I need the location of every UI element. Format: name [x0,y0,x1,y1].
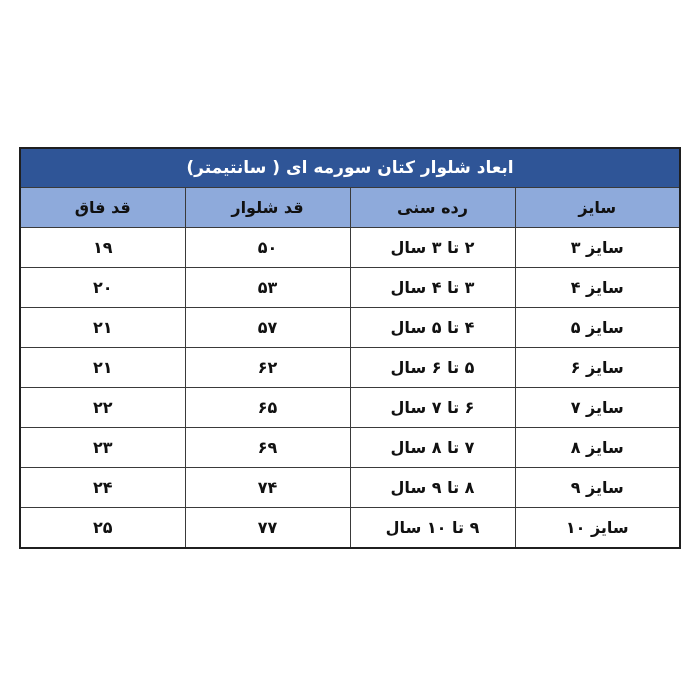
cell-rise-length: ۲۲ [20,388,185,428]
cell-rise-length: ۲۱ [20,348,185,388]
cell-pants-length: ۶۲ [185,348,350,388]
table-row [20,308,680,348]
cell-size: سایز ۶ [515,348,680,388]
table-header-row [20,188,680,228]
header-age-range: رده سنی [350,188,515,228]
table-row [20,508,680,549]
cell-pants-length: ۶۹ [185,428,350,468]
table-title: ابعاد شلوار کتان سورمه ای ( سانتیمتر) [20,148,680,188]
cell-size: سایز ۴ [515,268,680,308]
table-row [20,228,680,268]
cell-pants-length: ۵۰ [185,228,350,268]
cell-pants-length: ۷۴ [185,468,350,508]
cell-age-range: ۸ تا ۹ سال [350,468,515,508]
table-row [20,348,680,388]
header-size: سایز [515,188,680,228]
cell-rise-length: ۲۵ [20,508,185,549]
table-row [20,428,680,468]
cell-age-range: ۷ تا ۸ سال [350,428,515,468]
cell-rise-length: ۲۱ [20,308,185,348]
table-row [20,388,680,428]
cell-rise-length: ۲۳ [20,428,185,468]
cell-age-range: ۳ تا ۴ سال [350,268,515,308]
header-pants-length: قد شلوار [185,188,350,228]
cell-age-range: ۲ تا ۳ سال [350,228,515,268]
cell-size: سایز ۱۰ [515,508,680,549]
cell-size: سایز ۳ [515,228,680,268]
cell-age-range: ۹ تا ۱۰ سال [350,508,515,549]
cell-rise-length: ۱۹ [20,228,185,268]
cell-pants-length: ۵۷ [185,308,350,348]
table-title-row [20,148,680,188]
cell-age-range: ۴ تا ۵ سال [350,308,515,348]
cell-size: سایز ۷ [515,388,680,428]
cell-pants-length: ۵۳ [185,268,350,308]
cell-age-range: ۵ تا ۶ سال [350,348,515,388]
cell-pants-length: ۶۵ [185,388,350,428]
cell-size: سایز ۵ [515,308,680,348]
header-rise-length: قد فاق [20,188,185,228]
cell-size: سایز ۸ [515,428,680,468]
table-row [20,468,680,508]
cell-pants-length: ۷۷ [185,508,350,549]
size-chart-table [19,147,681,549]
cell-size: سایز ۹ [515,468,680,508]
cell-rise-length: ۲۰ [20,268,185,308]
cell-rise-length: ۲۴ [20,468,185,508]
table-row [20,268,680,308]
cell-age-range: ۶ تا ۷ سال [350,388,515,428]
